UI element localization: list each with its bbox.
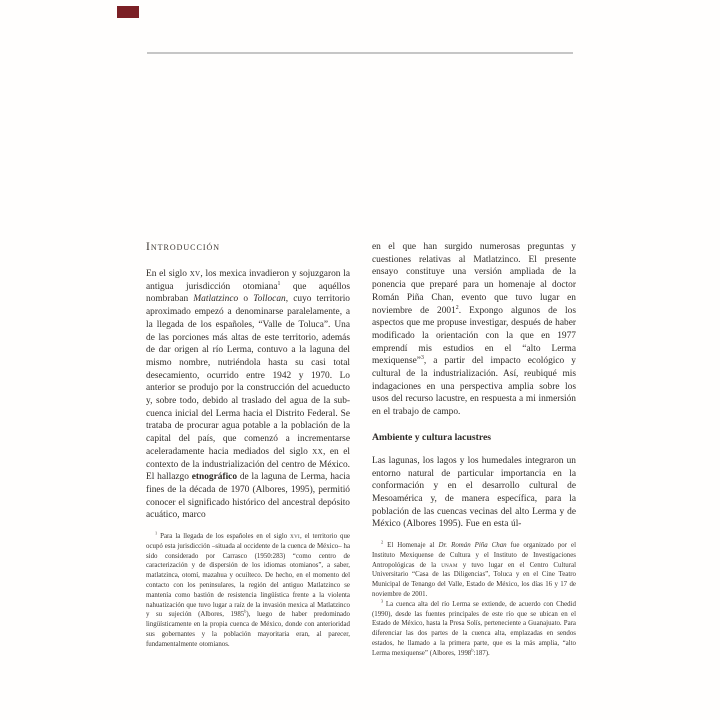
left-footnotes [146, 532, 350, 650]
lacustres-paragraph: Las lagunas, los lagos y los humedales integraron un entorno natural de particular importancia en la conformación y en el desarrollo cultural de Mesoamérica y, de manera específica, para la población de las cuencas vecinas del alto Lerma y de México (Albores 1995). Fue en esta úl- [372, 455, 576, 530]
introduction-heading: Introducción [146, 241, 221, 253]
left-column [146, 241, 350, 659]
footnote-3: $^3$ La cuenca alta del río Lerma se extiende, de acuerdo con Chedid (1990), desde las fuentes principales de este río que se ubican en el Estado de México, hasta la Presa Solís, perteneciente a Guanajuato. Para diferenciar las dos partes de la cuenca alta, emplazadas en sendos estados, he llamado a la primera parte, que es la más amplia, “alto Lerma mexiquense” (Albores, 1998$^b$:187). [372, 598, 576, 657]
introduction-paragraph-continued: en el que han surgido numerosas preguntas y cuestiones relativas al Matlatzinco. El presente ensayo constituye una versión ampliada de la ponencia que preparé para un homenaje al doctor Román Piña Chan, evento que tuvo lugar en noviembre de 2001$^2$. Expongo algunos de los aspectos que me propuse investigar, después de haber modificado la orientación con la que en 1977 emprendí mis estudios en el “alto Lerma mexiquense”$^3$, a partir del impacto ecológico y cultural de la industrialización. Así, reubiqué mis indagaciones en una perspectiva amplia sobre los usos del recurso lacustre, en respuesta a mi inmersión en el trabajo de campo. [372, 242, 576, 418]
introduction-paragraph: En el siglo xv, los mexica invadieron y sojuzgaron la antigua jurisdicción otomiana$^1$ que aquéllos nombraban Matlatzinco o Tollocan, cuyo territorio aproximado empezó a denominarse paralelamente, a la llegada de los españoles, “Valle de Toluca”. Una de las porciones más altas de este territorio, además de dar origen al río Lerma, contuvo a la laguna del mismo nombre, nutriéndola hasta su casi total desecamiento, ocurrido entre 1942 y 1970. Lo anterior se produjo por la construcción del acueducto y, sobre todo, debido al traslado del agua de la sub-cuenca inicial del Lerma hacia el Distrito Federal. Se trataba de procurar agua potable a la población de la capital del país, que comenzó a incrementarse aceleradamente hacia mediados del siglo xx, en el contexto de la industrialización del centro de México. El hallazgo etnográfico de la laguna de Lerma, hacia fines de la década de 1970 (Albores, 1995), permitió conocer el significado histórico del ancestral depósito acuático, marco [146, 269, 350, 521]
footnote-2: $^2$ El Homenaje al Dr. Román Piña Chan fue organizado por el Instituto Mexiquense de Cultura y el Instituto de Investigaciones Antropológicas de la unam y tuvo lugar en el Centro Cultural Universitario “Casa de las Diligencias”, Toluca y en el Cine Teatro Municipal de Tenango del Valle, Estado de México, los días 16 y 17 de noviembre de 2001. [372, 539, 576, 599]
header-rule [147, 52, 573, 54]
red-accent-block [117, 6, 139, 18]
section-heading-ambiente: Ambiente y cultura lacustres [372, 431, 492, 443]
right-column [372, 241, 576, 659]
text-area [146, 241, 576, 659]
right-footnotes [372, 541, 576, 659]
footnote-1: $^1$ Para la llegada de los españoles en el siglo xvi, el territorio que ocupó esta jurisdicción –situada al occidente de la cuenca de México– ha sido considerado por Carrasco (1950:283) “como centro de caracterización y de dispersión de los idiomas otomianos”, a saber, matlatzinca, otomí, mazahua y ocuilteco. De hecho, en el momento del contacto con los peninsulares, la región del antiguo Matlatzinco se mantenía como bastión de resistencia lingüística frente a la violenta nahuatización que tuvo lugar a raíz de la invasión mexica al Matlatzinco y su sujeción (Albores, 1985$^b$), luego de haber predominado lingüísticamente en la propia cuenca de México, donde con anterioridad sus gobernantes y la población mayoritaria eran, al parecer, fundamentalmente otomianos. [146, 530, 351, 648]
